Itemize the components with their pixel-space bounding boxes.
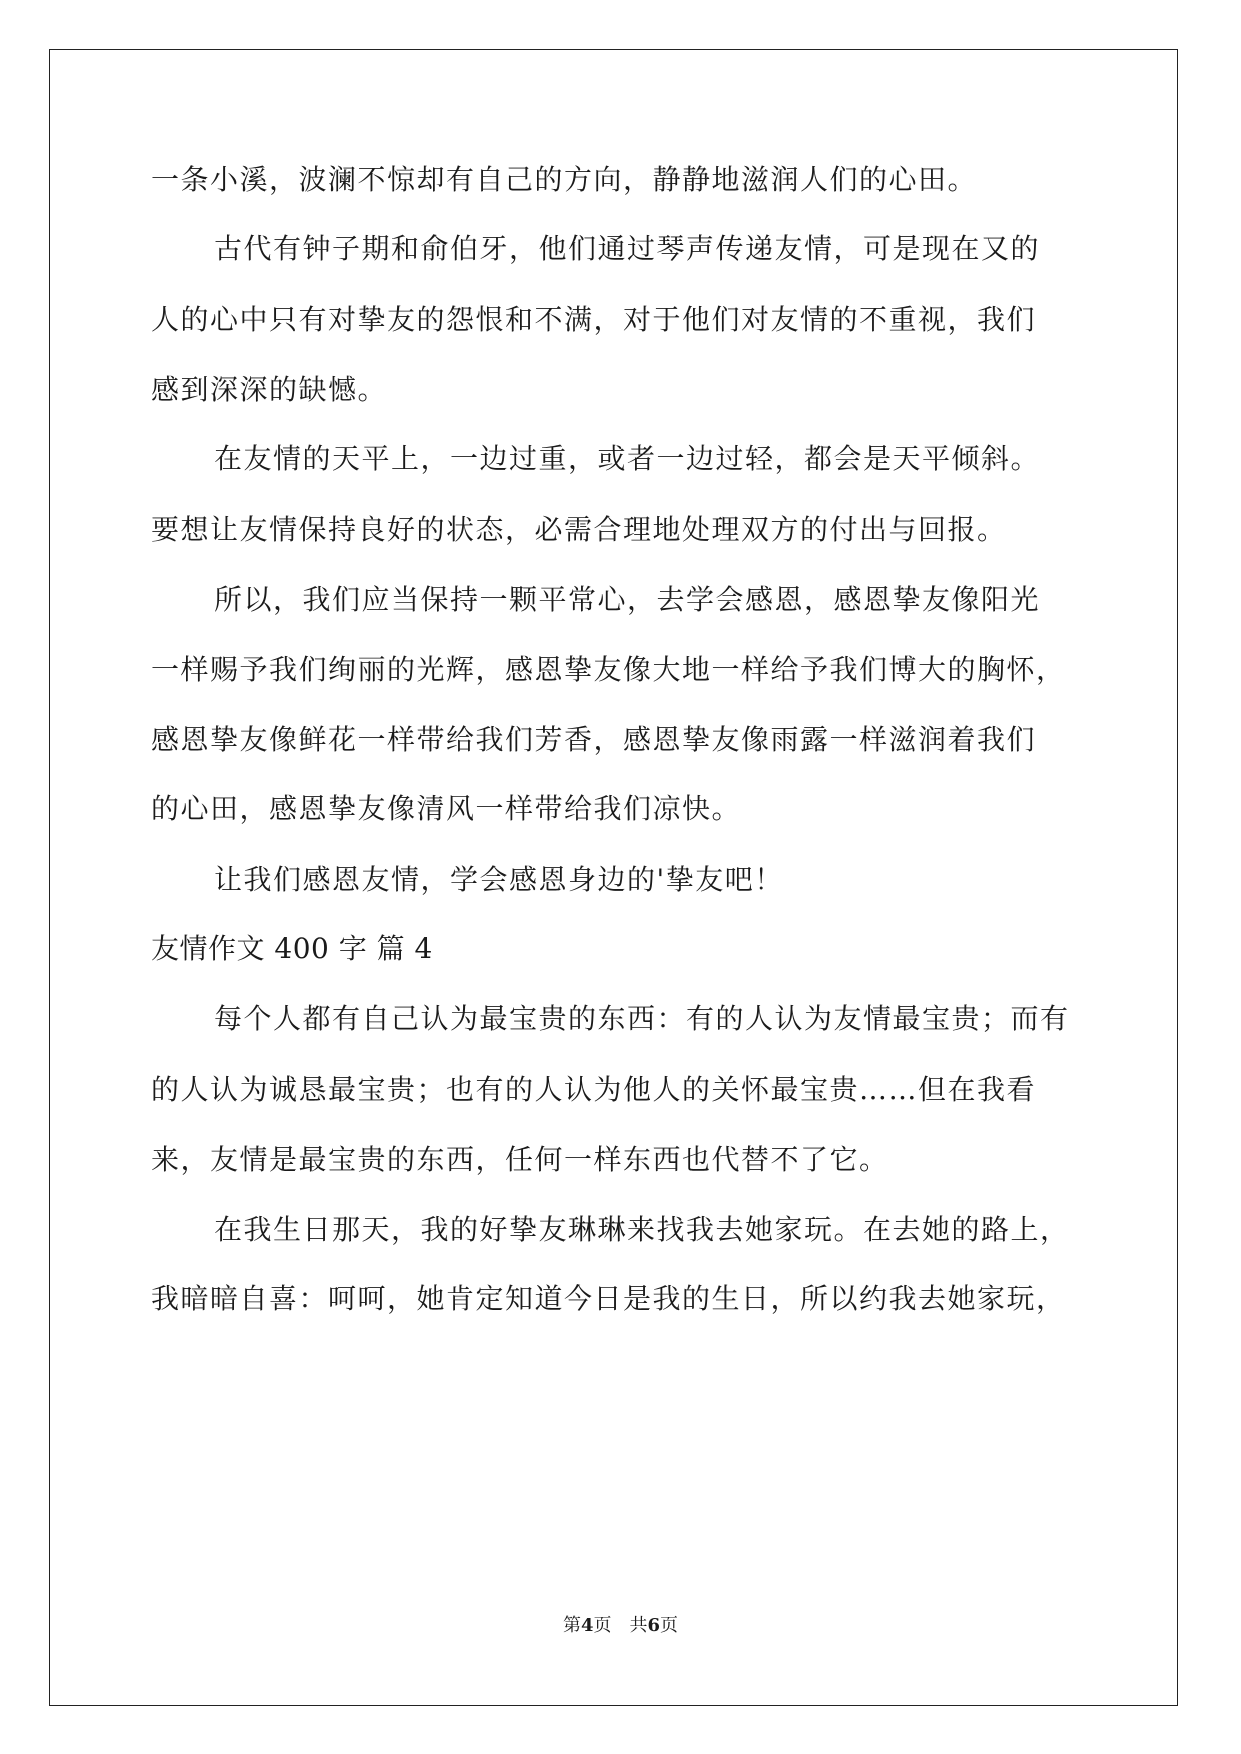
footer-page-total: 6 <box>647 1615 661 1636</box>
text-line: 每个人都有自己认为最宝贵的东西：有的人认为友情最宝贵；而有 <box>214 1002 1070 1035</box>
text-line: 让我们感恩友情，学会感恩身边的'挚友吧！ <box>214 863 784 896</box>
text-line: 在我生日那天，我的好挚友琳琳来找我去她家玩。在去她的路上， <box>214 1213 1070 1246</box>
footer-page-current: 4 <box>580 1615 594 1636</box>
text-line: 要想让友情保持良好的状态，必需合理地处理双方的付出与回报。 <box>151 513 1007 546</box>
text-line: 感到深深的缺憾。 <box>151 373 388 406</box>
text-line: 来，友情是最宝贵的东西，任何一样东西也代替不了它。 <box>151 1143 889 1176</box>
text-line: 的人认为诚恳最宝贵；也有的人认为他人的关怀最宝贵……但在我看 <box>151 1073 1037 1106</box>
text-line: 一条小溪，波澜不惊却有自己的方向，静静地滋润人们的心田。 <box>151 163 978 196</box>
text-line: 我暗暗自喜：呵呵，她肯定知道今日是我的生日，所以约我去她家玩， <box>151 1282 1066 1315</box>
text-line: 的心田，感恩挚友像清风一样带给我们凉快。 <box>151 792 742 825</box>
text-line: 在友情的天平上，一边过重，或者一边过轻，都会是天平倾斜。 <box>214 442 1041 475</box>
text-line: 人的心中只有对挚友的怨恨和不满，对于他们对友情的不重视，我们 <box>151 303 1037 336</box>
section-heading: 友情作文 400 字 篇 4 <box>151 932 433 965</box>
text-line: 所以，我们应当保持一颗平常心，去学会感恩，感恩挚友像阳光 <box>214 583 1041 616</box>
footer-page-prefix: 第 <box>562 1615 581 1636</box>
footer-page-suffix: 页 <box>593 1615 612 1636</box>
text-line: 古代有钟子期和俞伯牙，他们通过琴声传递友情，可是现在又的 <box>214 232 1041 265</box>
page-footer <box>0 1614 1241 1638</box>
footer-total-prefix: 共 <box>629 1615 648 1636</box>
text-line: 一样赐予我们绚丽的光辉，感恩挚友像大地一样给予我们博大的胸怀， <box>151 653 1066 686</box>
text-line: 感恩挚友像鲜花一样带给我们芳香，感恩挚友像雨露一样滋润着我们 <box>151 723 1037 756</box>
footer-total-suffix: 页 <box>660 1615 679 1636</box>
